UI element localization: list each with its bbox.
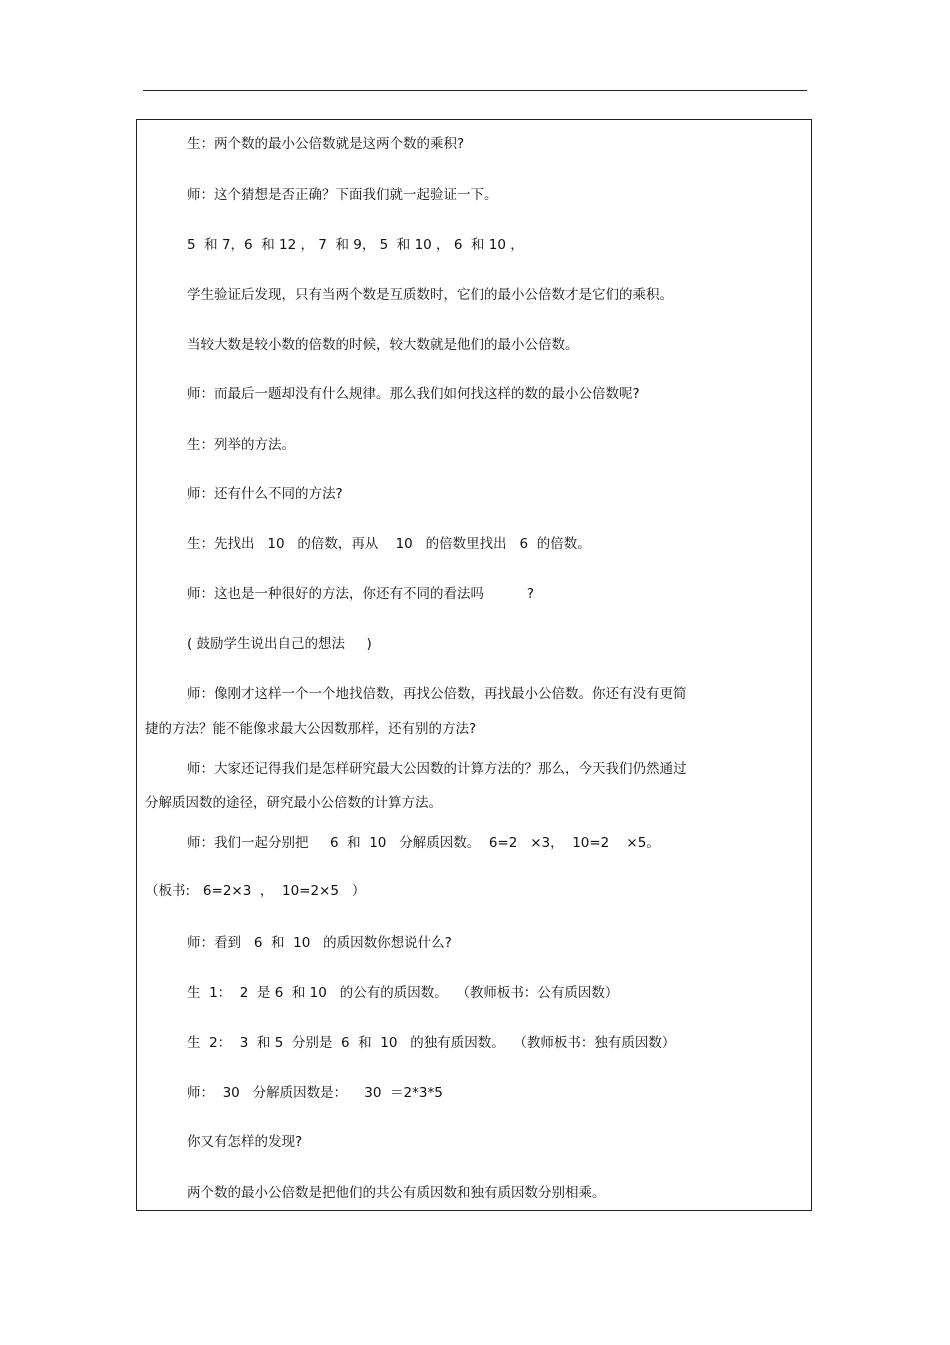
text-line: 生：先找出 10 的倍数，再从 10 的倍数里找出 6 的倍数。 — [187, 536, 591, 552]
text-line: 师：这也是一种很好的方法，你还有不同的看法吗 ? — [187, 586, 535, 602]
text-line: 两个数的最小公倍数是把他们的共公有质因数和独有质因数分别相乘。 — [187, 1185, 606, 1201]
text-line: 师： 30 分解质因数是： 30 ＝2*3*5 — [187, 1085, 443, 1101]
text-line: 当较大数是较小数的倍数的时候，较大数就是他们的最小公倍数。 — [187, 337, 579, 353]
text-line: 师：而最后一题却没有什么规律。那么我们如何找这样的数的最小公倍数呢? — [187, 386, 640, 402]
text-line: 生 1： 2 是 6 和 10 的公有的质因数。 （教师板书：公有质因数） — [187, 985, 619, 1001]
text-line: 师：大家还记得我们是怎样研究最大公因数的计算方法的？那么，今天我们仍然通过 — [187, 761, 687, 777]
text-line: 师：我们一起分别把 6 和 10 分解质因数。 6=2 ×3， 10=2 ×5。 — [187, 835, 660, 851]
text-line: 捷的方法？能不能像求最大公因数那样，还有别的方法? — [145, 721, 477, 737]
text-line: 师：看到 6 和 10 的质因数你想说什么? — [187, 935, 452, 951]
text-line: 师：像刚才这样一个一个地找倍数，再找公倍数，再找最小公倍数。你还有没有更简 — [187, 686, 687, 702]
lesson-content-box — [136, 119, 812, 1211]
text-line: 师：还有什么不同的方法? — [187, 486, 343, 502]
text-line: 生：两个数的最小公倍数就是这两个数的乘积? — [187, 136, 465, 152]
text-line: 分解质因数的途径，研究最小公倍数的计算方法。 — [145, 795, 442, 811]
text-line: 你又有怎样的发现? — [187, 1134, 303, 1150]
text-line: 学生验证后发现，只有当两个数是互质数时，它们的最小公倍数才是它们的乘积。 — [187, 287, 673, 303]
header-rule — [143, 90, 807, 91]
text-line: 生 2： 3 和 5 分别是 6 和 10 的独有质因数。 （教师板书：独有质因数） — [187, 1035, 676, 1051]
text-line: 5 和 7，6 和 12 ， 7 和 9， 5 和 10 ， 6 和 10 ， — [187, 237, 524, 253]
text-line: ( 鼓励学生说出自己的想法 ) — [187, 636, 372, 652]
text-line: 生：列举的方法。 — [187, 437, 295, 453]
text-line: （板书: 6=2×3 ， 10=2×5 ） — [145, 883, 366, 899]
text-line: 师：这个猜想是否正确？下面我们就一起验证一下。 — [187, 187, 498, 203]
